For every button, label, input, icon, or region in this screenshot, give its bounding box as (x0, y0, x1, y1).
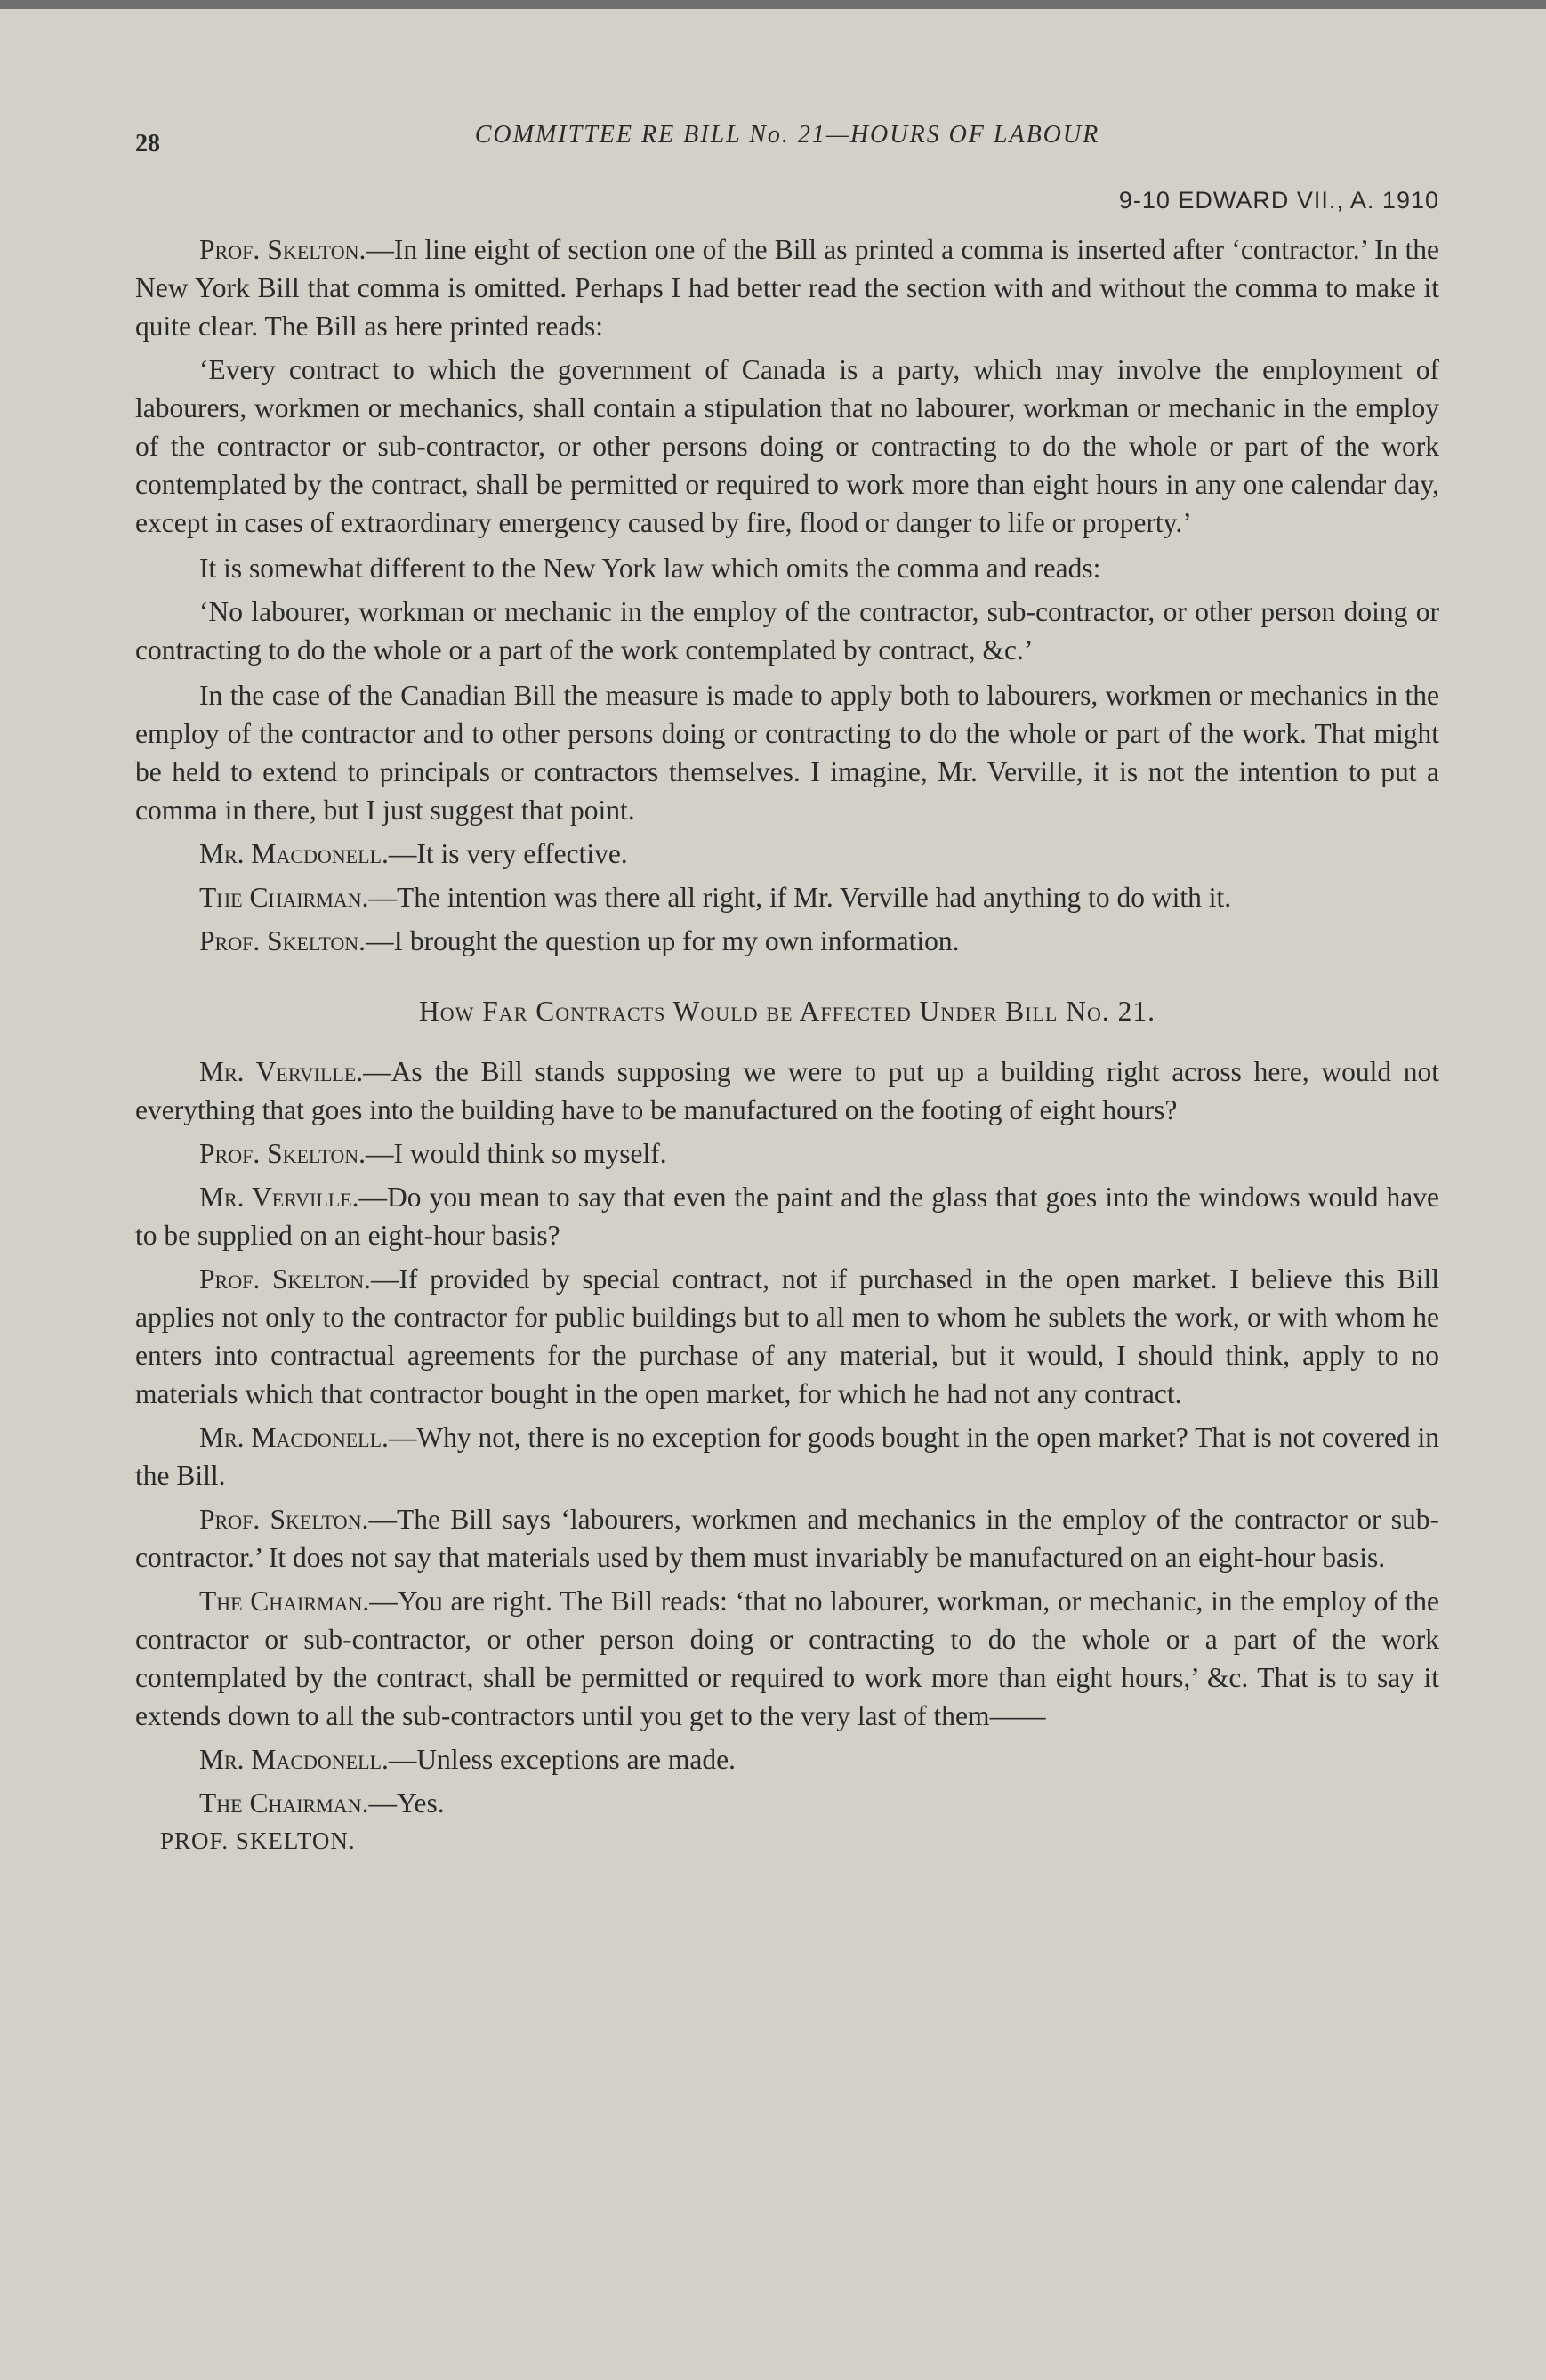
session-line: 9-10 EDWARD VII., A. 1910 (1118, 187, 1439, 214)
paragraph (135, 1178, 1439, 1255)
paragraph-text: —Yes. (368, 1787, 445, 1819)
paragraph (135, 676, 1439, 829)
page-header (135, 121, 1439, 174)
speaker-name: Prof. Skelton. (199, 234, 366, 265)
quotation (135, 593, 1439, 669)
speaker-name: Mr. Verville. (199, 1182, 359, 1213)
paragraph (135, 1740, 1439, 1779)
speaker-name: Mr. Verville. (199, 1056, 364, 1087)
paragraph-text: —You are right. The Bill reads: ‘that no labourer, workman, or mechanic, in the employ of the contractor or sub-contractor, or other person doing or contracting to do the whole or a part of the work contemplated by the contract, shall be permitted or required to work more than eight hours,’ &c. That is to say it extends down to all the sub-contractors until you get to the very last of them—— (135, 1585, 1439, 1731)
paragraph-text: —I brought the question up for my own information. (366, 925, 960, 956)
paragraph (135, 1418, 1439, 1495)
paragraph (135, 1053, 1439, 1129)
paragraph (135, 835, 1439, 873)
paragraph-text: ‘No labourer, workman or mechanic in the employ of the contractor, sub-contractor, or other person doing or contracting to do the whole or a part of the work contemplated by contract, &c.’ (135, 596, 1439, 666)
body-text-part2 (135, 1053, 1439, 1822)
speaker-name: The Chairman. (199, 882, 369, 913)
paragraph (135, 1500, 1439, 1577)
document-page (135, 121, 1439, 1855)
speaker-name: The Chairman. (199, 1585, 370, 1617)
paragraph-text: —Do you mean to say that even the paint and the glass that goes into the windows would have to be supplied on an eight-hour basis? (135, 1182, 1439, 1251)
paragraph (135, 549, 1439, 587)
speaker-name: Mr. Macdonell. (199, 1422, 389, 1453)
paragraph-text: —The Bill says ‘labourers, workmen and mechanics in the employ of the contractor or sub-contractor.’ It does not say that materials used by them must invariably be manufactured on an eight-hour basis. (135, 1504, 1439, 1573)
speaker-name: The Chairman. (199, 1787, 369, 1819)
paragraph (135, 1784, 1439, 1822)
speaker-name: Prof. Skelton. (199, 1263, 371, 1295)
quotation (135, 351, 1439, 542)
paragraph (135, 1582, 1439, 1735)
paragraph-text: —In line eight of section one of the Bill as printed a comma is inserted after ‘contractor.’ In the New York Bill that comma is omitted. Perhaps I had better read the section with and without the comma to make it quite clear. The Bill as here printed reads: (135, 234, 1439, 342)
scan-top-edge (0, 0, 1546, 9)
paragraph-text: —As the Bill stands supposing we were to put up a building right across here, would not everything that goes into the building have to be manufactured on the footing of eight hours? (135, 1056, 1439, 1125)
paragraph (135, 1260, 1439, 1413)
speaker-name: Mr. Macdonell. (199, 838, 389, 869)
paragraph-text: ‘Every contract to which the government of Canada is a party, which may involve the employment of labourers, workmen or mechanics, shall contain a stipulation that no labourer, workman or mechanic in the employ of the contractor or sub-contractor, or other persons doing or contracting to do the whole or part of the work contemplated by the contract, shall be permitted or required to work more than eight hours in any one calendar day, except in cases of extraordinary emergency caused by fire, flood or danger to life or property.’ (135, 354, 1439, 538)
body-text-part1 (135, 230, 1439, 960)
footer-signature: PROF. SKELTON. (160, 1827, 356, 1854)
speaker-name: Prof. Skelton. (199, 925, 366, 956)
section-heading: How Far Contracts Would be Affected Under Bill No. 21. (419, 996, 1155, 1027)
running-title: COMMITTEE RE BILL No. 21—HOURS OF LABOUR (474, 121, 1100, 149)
paragraph (135, 922, 1439, 960)
page-number: 28 (135, 130, 160, 157)
paragraph-text: —If provided by special contract, not if purchased in the open market. I believe this Bill applies not only to the contractor for public buildings but to all men to whom he sublets the work, or with whom he enters into contractual agreements for the purchase of any material, but it would, I should think, apply to no materials which that contractor bought in the open market, for which he had not any contract. (135, 1263, 1439, 1409)
paragraph-text: It is somewhat different to the New York law which omits the comma and reads: (199, 553, 1101, 584)
speaker-name: Prof. Skelton. (199, 1504, 369, 1535)
paragraph (135, 878, 1439, 916)
speaker-name: Prof. Skelton. (199, 1138, 366, 1169)
paragraph (135, 1134, 1439, 1173)
paragraph-text: In the case of the Canadian Bill the measure is made to apply both to labourers, workmen or mechanics in the employ of the contractor and to other persons doing or contracting to do the whole or part of the work. That might be held to extend to principals or contractors themselves. I imagine, Mr. Verville, it is not the intention to put a comma in there, but I just suggest that point. (135, 680, 1439, 826)
paragraph-text: —I would think so myself. (366, 1138, 667, 1169)
paragraph-text: —Unless exceptions are made. (388, 1744, 736, 1775)
paragraph-text: —The intention was there all right, if Mr. Verville had anything to do with it. (368, 882, 1232, 913)
paragraph (135, 230, 1439, 345)
speaker-name: Mr. Macdonell. (199, 1744, 389, 1775)
paragraph-text: —It is very effective. (388, 838, 628, 869)
paragraph-text: —Why not, there is no exception for goods bought in the open market? That is not covered in the Bill. (135, 1422, 1440, 1491)
